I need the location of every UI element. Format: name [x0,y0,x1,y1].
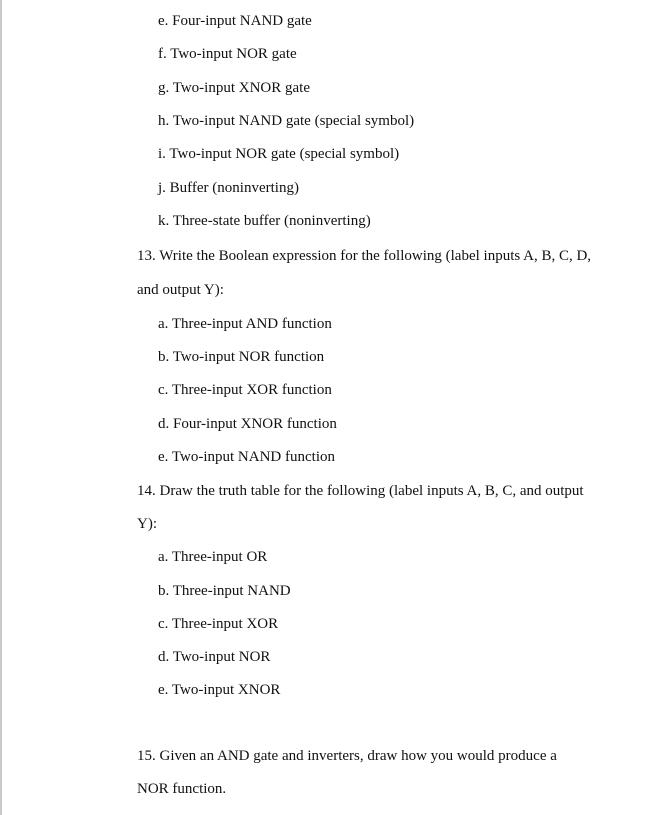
q12-item-e: e. Four-input NAND gate [158,13,312,29]
question-15-line1: 15. Given an AND gate and inverters, draw how you would produce a [137,748,557,764]
q13-item-d: d. Four-input XNOR function [158,416,337,432]
q14-item-c: c. Three-input XOR [158,616,279,632]
question-13-line1: 13. Write the Boolean expression for the following (label inputs A, B, C, D, [137,248,592,264]
q14-item-d: d. Two-input NOR [158,649,271,665]
question-14-line1: 14. Draw the truth table for the following (label inputs A, B, C, and output [137,483,584,499]
q13-item-c: c. Three-input XOR function [158,382,332,398]
q12-item-j: j. Buffer (noninverting) [158,180,299,196]
q14-item-e: e. Two-input XNOR [158,682,281,698]
q14-item-a: a. Three-input OR [158,549,268,565]
q14-item-b: b. Three-input NAND [158,583,291,599]
q12-item-i: i. Two-input NOR gate (special symbol) [158,146,400,162]
q12-item-k: k. Three-state buffer (noninverting) [158,213,371,229]
q13-item-a: a. Three-input AND function [158,316,332,332]
question-14-line2: Y): [137,516,157,532]
q12-item-g: g. Two-input XNOR gate [158,80,310,96]
q12-item-h: h. Two-input NAND gate (special symbol) [158,113,415,129]
q13-item-b: b. Two-input NOR function [158,349,325,365]
q13-item-e: e. Two-input NAND function [158,449,335,465]
question-13-line2: and output Y): [137,282,224,298]
page-left-border [0,0,2,815]
question-15-line2: NOR function. [137,781,227,797]
q12-item-f: f. Two-input NOR gate [158,46,297,62]
